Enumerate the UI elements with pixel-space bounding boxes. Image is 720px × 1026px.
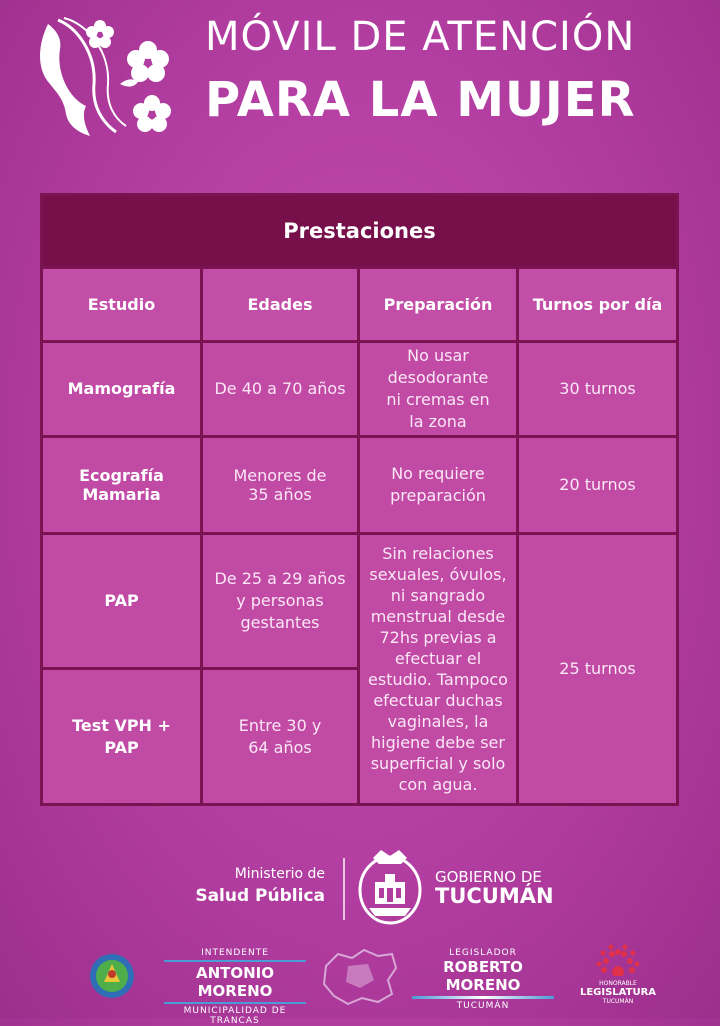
cell-preparacion [359, 341, 518, 436]
cell-estudio-text: Ecografía Mamaria [79, 465, 164, 504]
legislatura-name: LEGISLATURA [579, 987, 657, 998]
municipality-seal-icon [88, 952, 136, 1000]
column-header-preparacion: Preparación [359, 268, 518, 341]
header [0, 0, 720, 150]
title-line1: MÓVIL DE ATENCIÓN [205, 14, 636, 60]
cell-edades [202, 437, 359, 533]
intendente-block [160, 948, 310, 1026]
legislatura-top: HONORABLE [599, 980, 637, 987]
legislador-name: ROBERTO MORENO [443, 958, 523, 994]
cell-turnos: 20 turnos [518, 437, 678, 533]
legislador-label: LEGISLADOR [449, 948, 517, 958]
footer-logos [0, 940, 720, 1026]
column-header-edades: Edades [202, 268, 359, 341]
ministry-line1: Ministerio de [234, 866, 325, 882]
table-row [42, 341, 678, 436]
gov-line1: GOBIERNO DE [435, 868, 542, 886]
cell-turnos-shared: 25 turnos [518, 533, 678, 804]
cell-estudio [42, 669, 202, 805]
cell-preparacion [359, 437, 518, 533]
table-row [42, 437, 678, 533]
cell-edades-text: Menores de 35 años [233, 465, 327, 504]
column-header-turnos: Turnos por día [518, 268, 678, 341]
column-header-estudio: Estudio [42, 268, 202, 341]
ministry-block [195, 860, 685, 920]
province-map-icon [318, 946, 400, 1008]
divider [164, 1002, 306, 1004]
intendente-name: ANTONIO MORENO [195, 964, 275, 1000]
cell-estudio: PAP [42, 533, 202, 669]
cell-preparacion-text: No usar desodorante ni cremas en la zona [386, 345, 490, 431]
cell-edades [202, 533, 359, 669]
municipality-name: MUNICIPALIDAD DE TRANCAS [183, 1006, 287, 1026]
cell-estudio-text: Test VPH + PAP [72, 715, 171, 757]
table-caption: Prestaciones [42, 195, 678, 268]
cell-preparacion-text: No requiere preparación [390, 463, 486, 505]
legislador-place: TUCUMÁN [456, 1001, 510, 1011]
sunburst-icon [595, 944, 641, 976]
divider [164, 960, 306, 962]
cell-edades-text: Entre 30 y 64 años [238, 715, 322, 757]
gov-line2: TUCUMÁN [435, 884, 554, 908]
legislatura-place: TUCUMÁN [602, 998, 634, 1005]
title-line2: PARA LA MUJER [205, 72, 636, 128]
woman-flower-logo-icon [30, 14, 190, 139]
table-row [42, 533, 678, 669]
cell-turnos: 30 turnos [518, 341, 678, 436]
tucuman-crest-icon [355, 846, 425, 926]
divider [343, 858, 345, 920]
cell-edades [202, 669, 359, 805]
divider [412, 996, 554, 999]
cell-preparacion-shared [359, 533, 518, 804]
legislatura-block [578, 944, 658, 1005]
cell-edades: De 40 a 70 años [202, 341, 359, 436]
cell-estudio: Mamografía [42, 341, 202, 436]
cell-edades-text: De 25 a 29 años y personas gestantes [214, 568, 346, 632]
ministry-line2: Salud Pública [195, 886, 325, 906]
cell-preparacion-text: Sin relaciones sexuales, óvulos, ni sangrado menstrual desde 72hs previas a efectuar el estudio. Tampoco efectuar duchas vaginales, la higiene debe ser superficial y solo con agua. [368, 543, 508, 794]
legislador-block [408, 948, 558, 1011]
cell-estudio [42, 437, 202, 533]
prestaciones-table [40, 193, 679, 806]
intendente-label: INTENDENTE [201, 948, 269, 958]
